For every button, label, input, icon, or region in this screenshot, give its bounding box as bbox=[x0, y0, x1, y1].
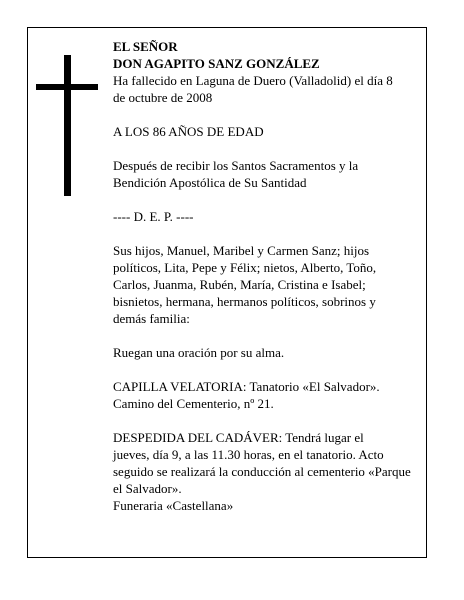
age-line: A LOS 86 AÑOS DE EDAD bbox=[113, 124, 264, 139]
chapel-line-2: Camino del Cementerio, nº 21. bbox=[113, 396, 274, 411]
prayer-line: Ruegan una oración por su alma. bbox=[113, 345, 285, 360]
farewell-line: seguido se realizará la conducción al cementerio «Parque bbox=[113, 464, 411, 479]
farewell-line: DESPEDIDA DEL CADÁVER: Tendrá lugar el bbox=[113, 430, 364, 445]
farewell-line: jueves, día 9, a las 11.30 horas, en el tanatorio. Acto bbox=[113, 447, 384, 462]
farewell-line: el Salvador». bbox=[113, 481, 182, 496]
cross-vertical-bar bbox=[64, 55, 71, 196]
chapel-line-1: CAPILLA VELATORIA: Tanatorio «El Salvador». bbox=[113, 379, 380, 394]
death-place-date-line-1: Ha fallecido en Laguna de Duero (Valladolid) el día 8 bbox=[113, 73, 393, 88]
family-line: Carlos, Juanma, Rubén, María, Cristina e Isabel; bbox=[113, 277, 366, 292]
title-line-1: EL SEÑOR bbox=[113, 39, 178, 54]
family-line: Sus hijos, Manuel, Maribel y Carmen Sanz; hijos bbox=[113, 243, 370, 258]
family-line: demás familia: bbox=[113, 311, 190, 326]
sacraments-line-2: Bendición Apostólica de Su Santidad bbox=[113, 175, 307, 190]
funeral-home-line: Funeraria «Castellana» bbox=[113, 498, 234, 513]
deceased-name: DON AGAPITO SANZ GONZÁLEZ bbox=[113, 56, 320, 71]
cross-horizontal-bar bbox=[36, 84, 98, 90]
family-line: bisnietos, hermana, hermanos políticos, sobrinos y bbox=[113, 294, 376, 309]
family-line: políticos, Lita, Pepe y Félix; nietos, Alberto, Toño, bbox=[113, 260, 377, 275]
obituary-text bbox=[113, 38, 431, 514]
sacraments-line-1: Después de recibir los Santos Sacramentos y la bbox=[113, 158, 359, 173]
rip-line: ---- D. E. P. ---- bbox=[113, 209, 194, 224]
death-place-date-line-2: de octubre de 2008 bbox=[113, 90, 213, 105]
